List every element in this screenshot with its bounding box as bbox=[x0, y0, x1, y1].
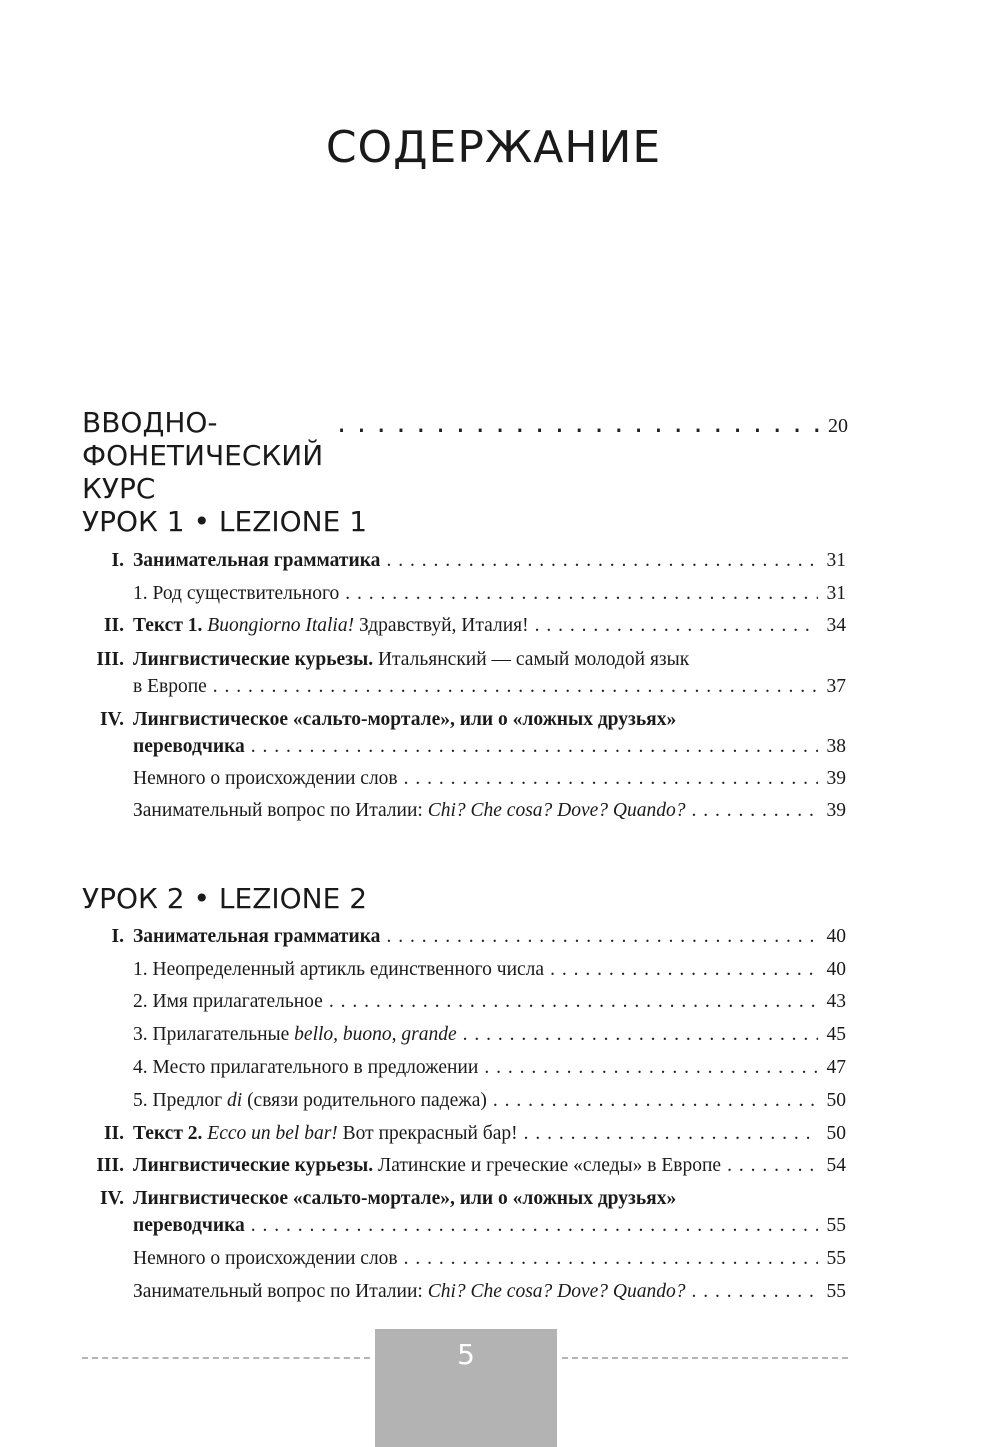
toc-page-number: 54 bbox=[826, 1155, 846, 1176]
toc-entry[interactable] bbox=[82, 1185, 846, 1239]
toc-entry-label: Текст 1. Buongiorno Italia! Здравствуй, Италия! bbox=[133, 615, 529, 636]
toc-entry[interactable] bbox=[82, 547, 846, 574]
section-number: I. bbox=[111, 550, 124, 571]
toc-entry-label: Немного о происхождении слов bbox=[133, 768, 398, 789]
toc-page-number: 39 bbox=[826, 800, 846, 821]
footer-divider-right bbox=[562, 1357, 848, 1359]
section-number: IV. bbox=[99, 709, 124, 730]
toc-page-number: 43 bbox=[826, 991, 846, 1012]
toc-entry-label: Немного о происхождении слов bbox=[133, 1248, 398, 1269]
toc-entry[interactable] bbox=[82, 646, 846, 700]
toc-entry-label: Лингвистическое «сальто-мортале», или о «ложных друзьях» bbox=[133, 709, 677, 730]
toc-page-number: 55 bbox=[826, 1248, 846, 1269]
toc-entry-label: ВВОДНО-ФОНЕТИЧЕСКИЙ КУРС bbox=[82, 406, 324, 505]
toc-page-number: 39 bbox=[826, 768, 846, 789]
page-number: 5 bbox=[457, 1338, 475, 1371]
dot-leader bbox=[463, 1021, 818, 1048]
toc-page-number: 55 bbox=[826, 1281, 846, 1302]
section-number: III. bbox=[96, 649, 124, 670]
toc-page-number: 31 bbox=[826, 550, 846, 571]
toc-entry-intro-course[interactable] bbox=[82, 406, 848, 505]
toc-entry-label: Занимательная грамматика bbox=[133, 550, 381, 571]
dot-leader bbox=[386, 547, 818, 574]
dot-leader bbox=[386, 923, 818, 950]
toc-page-number: 50 bbox=[826, 1123, 846, 1144]
toc-page-number: 38 bbox=[826, 736, 846, 757]
toc-entry-label-continued: переводчика bbox=[133, 736, 245, 757]
dot-leader bbox=[404, 1245, 818, 1272]
dot-leader bbox=[337, 406, 820, 439]
section-number: II. bbox=[103, 1123, 124, 1144]
toc-entry-label: Текст 2. Ecco un bel bar! Вот прекрасный бар! bbox=[133, 1123, 518, 1144]
toc-entry-label: 5. Предлог di (связи родительного падежа) bbox=[133, 1090, 487, 1111]
dot-leader bbox=[727, 1152, 818, 1179]
toc-page-number: 55 bbox=[826, 1215, 846, 1236]
toc-entry[interactable] bbox=[82, 580, 846, 607]
toc-entry[interactable] bbox=[82, 956, 846, 983]
toc-entry[interactable] bbox=[82, 797, 846, 824]
dot-leader bbox=[404, 765, 818, 792]
toc-page-number: 37 bbox=[826, 676, 846, 697]
dot-leader bbox=[251, 733, 818, 760]
dot-leader bbox=[692, 1278, 818, 1305]
toc-entry-label: Занимательная грамматика bbox=[133, 926, 381, 947]
toc-page-number: 45 bbox=[826, 1024, 846, 1045]
toc-entry-label: 3. Прилагательные bello, buono, grande bbox=[133, 1024, 457, 1045]
toc-entry[interactable] bbox=[82, 1152, 846, 1179]
toc-entry[interactable] bbox=[82, 706, 846, 760]
lesson-2-heading: УРОК 2 • LEZIONE 2 bbox=[82, 882, 368, 915]
toc-entry-label: 1. Род существительного bbox=[133, 583, 340, 604]
toc-entry[interactable] bbox=[82, 1278, 846, 1305]
dot-leader bbox=[550, 956, 818, 983]
page-title: СОДЕРЖАНИЕ bbox=[325, 122, 662, 173]
dot-leader bbox=[524, 1120, 818, 1147]
toc-entry[interactable] bbox=[82, 923, 846, 950]
toc-entry[interactable] bbox=[82, 988, 846, 1015]
section-number: II. bbox=[103, 615, 124, 636]
toc-entry[interactable] bbox=[82, 1054, 846, 1081]
toc-entry-label: 4. Место прилагательного в предложении bbox=[133, 1057, 479, 1078]
section-number: IV. bbox=[99, 1188, 124, 1209]
toc-entry[interactable] bbox=[82, 1021, 846, 1048]
toc-entry-label: Лингвистические курьезы. Итальянский — самый молодой язык bbox=[133, 649, 690, 670]
lesson-1-heading: УРОК 1 • LEZIONE 1 bbox=[82, 505, 368, 538]
toc-page-number: 31 bbox=[826, 583, 846, 604]
toc-entry[interactable] bbox=[82, 1087, 846, 1114]
dot-leader bbox=[345, 580, 818, 607]
toc-entry[interactable] bbox=[82, 1245, 846, 1272]
dot-leader bbox=[329, 988, 818, 1015]
dot-leader bbox=[535, 612, 818, 639]
dot-leader bbox=[213, 673, 818, 700]
toc-entry-label: 1. Неопределенный артикль единственного числа bbox=[133, 959, 545, 980]
toc-page-number: 40 bbox=[826, 959, 846, 980]
toc-entry-label: Лингвистические курьезы. Латинские и греческие «следы» в Европе bbox=[133, 1155, 722, 1176]
toc-entry-label: Занимательный вопрос по Италии: Chi? Che cosa? Dove? Quando? bbox=[133, 1281, 686, 1302]
dot-leader bbox=[251, 1212, 818, 1239]
section-number: III. bbox=[96, 1155, 124, 1176]
toc-entry[interactable] bbox=[82, 1120, 846, 1147]
toc-entry-label-continued: переводчика bbox=[133, 1215, 245, 1236]
toc-page-number: 20 bbox=[828, 415, 848, 437]
footer-divider-left bbox=[82, 1357, 370, 1359]
toc-entry[interactable] bbox=[82, 612, 846, 639]
toc-page-number: 34 bbox=[826, 615, 846, 636]
toc-entry-label-continued: в Европе bbox=[133, 676, 207, 697]
toc-page-number: 50 bbox=[826, 1090, 846, 1111]
section-number: I. bbox=[111, 926, 124, 947]
toc-entry-label: Занимательный вопрос по Италии: Chi? Che cosa? Dove? Quando? bbox=[133, 800, 686, 821]
toc-entry[interactable] bbox=[82, 765, 846, 792]
toc-entry-label: 2. Имя прилагательное bbox=[133, 991, 323, 1012]
dot-leader bbox=[692, 797, 818, 824]
toc-page-number: 40 bbox=[826, 926, 846, 947]
dot-leader bbox=[493, 1087, 818, 1114]
dot-leader bbox=[484, 1054, 818, 1081]
toc-entry-label: Лингвистическое «сальто-мортале», или о «ложных друзьях» bbox=[133, 1188, 677, 1209]
toc-page-number: 47 bbox=[826, 1057, 846, 1078]
